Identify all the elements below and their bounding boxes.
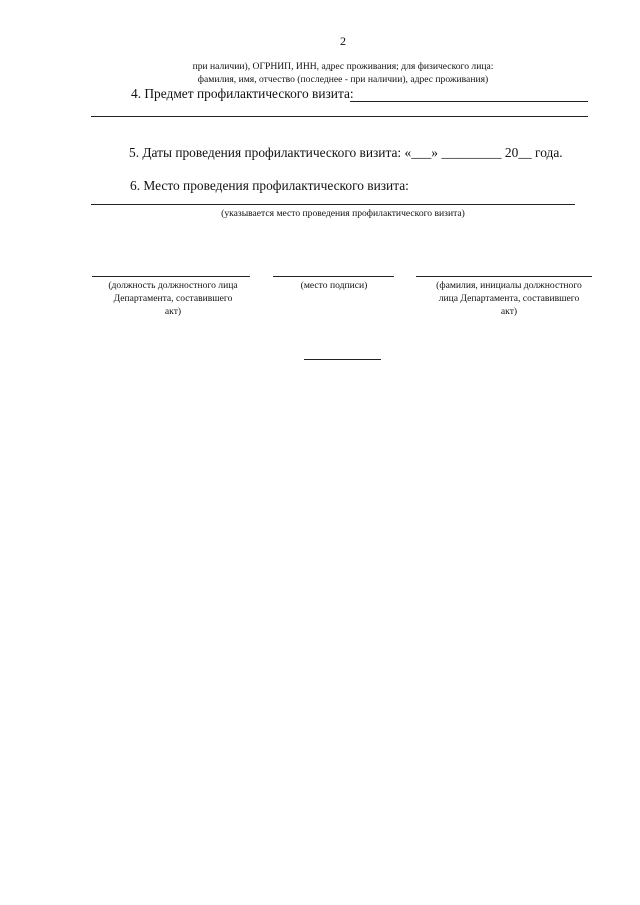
signature-name-caption-line-3: акт) [500,306,518,317]
signature-position-caption-line-1: (должность должностного лица [108,280,238,291]
signature-position-caption [92,279,254,318]
signature-name-caption [418,279,600,318]
signature-position-line [92,276,250,277]
signature-name-caption-line-1: (фамилия, инициалы должностного [436,280,582,291]
visit-place-label: 6. Место проведения профилактического визита: [130,178,409,193]
page-number: 2 [340,34,346,48]
visit-subject-label: 4. Предмет профилактического визита: [131,86,354,101]
visit-subject-underline-1 [350,101,588,102]
applicant-details-note-line-1: при наличии), ОГРНИП, ИНН, адрес проживания; для физического лица: [192,61,494,72]
visit-place-underline [91,204,575,205]
signature-name-line [416,276,592,277]
signature-place-caption-line-1: (место подписи) [300,280,368,291]
end-of-document-line [304,359,381,360]
signature-place-caption [274,279,394,292]
applicant-details-note [160,60,526,86]
visit-place-caption: (указывается место проведения профилактического визита) [221,208,465,219]
visit-subject-underline-2 [91,116,588,117]
signature-position-caption-line-3: акт) [164,306,182,317]
signature-position-caption-line-2: Департамента, составившего [113,293,233,304]
signature-name-caption-line-2: лица Департамента, составившего [438,293,580,304]
signature-place-line [273,276,394,277]
applicant-details-note-line-2: фамилия, имя, отчество (последнее - при наличии), адрес проживания) [197,74,489,85]
visit-dates-label: 5. Даты проведения профилактического визита: «___» _________ 20__ года. [129,145,563,160]
